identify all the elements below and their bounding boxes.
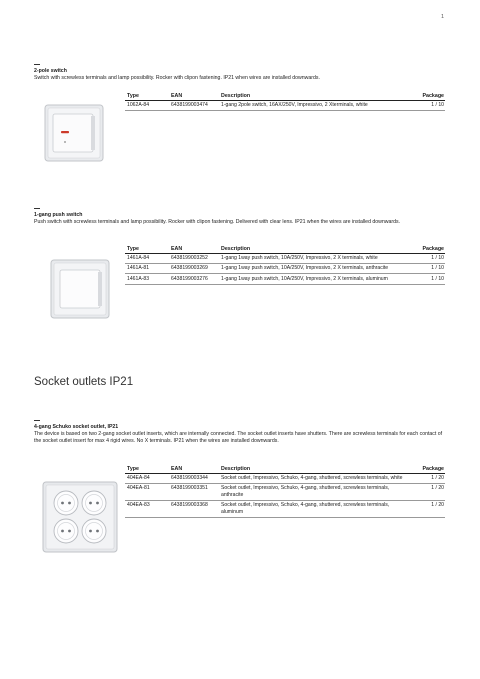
cell-package: 1 / 10 — [431, 102, 444, 109]
header-package: Package — [422, 246, 444, 252]
header-type: Type — [127, 246, 139, 252]
section-push-switch — [34, 208, 446, 226]
cell-type: 404EA-83 — [127, 502, 150, 509]
table-row — [125, 264, 445, 274]
cell-ean: 6438199003269 — [171, 265, 208, 272]
cell-type: 404EA-84 — [127, 475, 150, 482]
section-title: 1-gang push switch — [34, 212, 83, 218]
header-package: Package — [422, 466, 444, 472]
cell-description: Socket outlet, Impressivo, Schuko, 4-gang, shuttered, screwless terminals, anthracite — [221, 485, 390, 498]
table-row — [125, 101, 445, 111]
cell-ean: 6438199003351 — [171, 485, 208, 492]
push-switch-image — [50, 259, 110, 319]
section-description: Switch with screwless terminals and lamp possibility. Rocker with clipon fastening. IP21 when wires are installed downwards. — [34, 75, 320, 81]
cell-ean: 6438199003368 — [171, 502, 208, 509]
page-number: 1 — [441, 14, 445, 20]
cell-package: 1 / 20 — [431, 502, 444, 509]
cell-type: 1461A-84 — [127, 255, 150, 262]
cell-description: 1-gang 1way push switch, 10A/250V, Impressivo, 2 X terminals, anthracite — [221, 265, 389, 272]
section-title: 4-gang Schuko socket outlet, IP21 — [34, 424, 119, 430]
cell-type: 404EA-81 — [127, 485, 150, 492]
cell-type: 1062A-84 — [127, 102, 150, 109]
cell-type: 1461A-81 — [127, 265, 150, 272]
cell-package: 1 / 10 — [431, 275, 444, 282]
cell-package: 1 / 10 — [431, 255, 444, 262]
section-dash — [34, 64, 40, 65]
cell-ean: 6438199003474 — [171, 102, 208, 109]
cell-description: Socket outlet, Impressivo, Schuko, 4-gang, shuttered, screwless terminals, aluminum — [221, 502, 390, 515]
schuko-socket-image — [42, 481, 118, 553]
section-2-pole-switch — [34, 64, 446, 82]
header-ean: EAN — [171, 246, 183, 252]
cell-package: 1 / 10 — [431, 265, 444, 272]
product-table — [125, 466, 445, 518]
header-ean: EAN — [171, 466, 183, 472]
table-header — [125, 466, 445, 474]
cell-description: 1-gang 1way push switch, 10A/250V, Impressivo, 2 X terminals, aluminum — [221, 275, 388, 282]
table-row — [125, 501, 445, 518]
product-table — [125, 93, 445, 111]
header-description: Description — [221, 246, 251, 252]
page-heading: Socket outlets IP21 — [34, 376, 134, 388]
header-type: Type — [127, 466, 139, 472]
table-row — [125, 274, 445, 284]
cell-package: 1 / 20 — [431, 485, 444, 492]
header-package: Package — [422, 93, 444, 99]
two-pole-switch-image — [44, 104, 104, 162]
cell-description: 1-gang 1way push switch, 10A/250V, Impressivo, 2 X terminals, white — [221, 255, 378, 262]
cell-type: 1461A-83 — [127, 275, 150, 282]
cell-ean: 6438199003276 — [171, 275, 208, 282]
section-title: 2-pole switch — [34, 68, 67, 74]
section-description: Push switch with screwless terminals and lamp possibility. Rocker with clipon fastening. Delivered with clear lens. IP21 when the wires are installed downwards. — [34, 219, 401, 225]
table-header — [125, 93, 445, 101]
section-schuko-socket — [34, 420, 446, 445]
table-row — [125, 484, 445, 501]
section-description: The device is based on two 2-gang socket outlet inserts, which are internally connected. The socket outlet inserts have shutters. There are screwless terminals for each contact of the socket outlet insert for max 4 rigid wires. No X terminals. IP21 when the wires are installed downwards. — [34, 431, 443, 445]
table-row — [125, 254, 445, 264]
header-ean: EAN — [171, 93, 183, 99]
table-header — [125, 246, 445, 254]
section-dash — [34, 208, 40, 209]
table-row — [125, 474, 445, 484]
cell-description: Socket outlet, Impressivo, Schuko, 4-gang, shuttered, screwless terminals, white — [221, 475, 403, 482]
header-type: Type — [127, 93, 139, 99]
header-description: Description — [221, 93, 251, 99]
cell-description: 1-gang 2pole switch, 16AX/250V, Impressivo, 2 Xterminals, white — [221, 102, 368, 109]
cell-package: 1 / 20 — [431, 475, 444, 482]
section-dash — [34, 420, 40, 421]
cell-ean: 6438199003344 — [171, 475, 208, 482]
header-description: Description — [221, 466, 251, 472]
product-table — [125, 246, 445, 285]
cell-ean: 6438199003252 — [171, 255, 208, 262]
